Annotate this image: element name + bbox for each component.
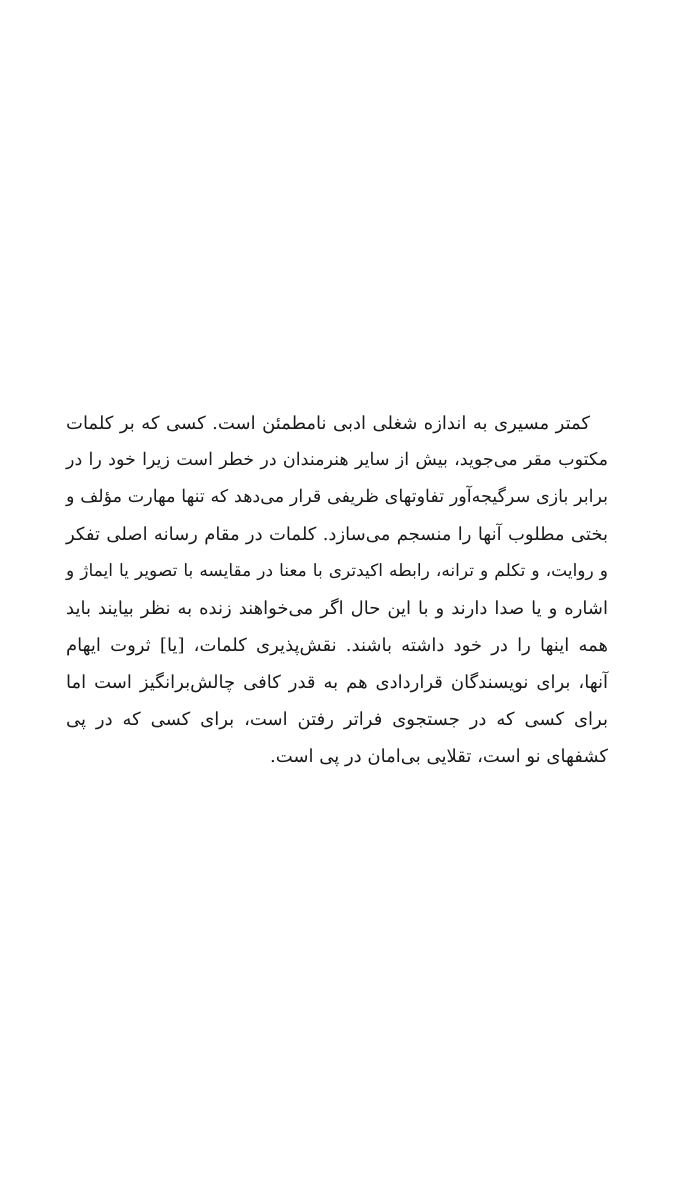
text-line-6: اشاره و یا صدا دارند و با این حال اگر می‌خواهند زنده به نظر بیایند باید [66,598,608,619]
text-line-1: کمتر مسیری به اندازه شغلی ادبی نامطمئن است. کسی که بر کلمات [66,413,590,434]
text-line-2: مکتوب مقر می‌جوید، بیش از سایر هنرمندان در خطر است زیرا خود را در [66,450,608,470]
text-line-4: بختی مطلوب آنها را منسجم می‌سازد. کلمات در مقام رسانه اصلی تفکر [66,524,608,545]
text-line-7: همه اینها را در خود داشته باشند. نقش‌پذیری کلمات، [یا] ثروت ایهام [66,635,608,656]
text-line-3: برابر بازی سرگیجه‌آور تفاوتهای ظریفی قرار می‌دهد که تنها مهارت مؤلف و [66,487,608,507]
text-line-10: کشفهای نو است، تقلایی بی‌امان در پی است. [270,746,608,767]
text-line-9: برای کسی که در جستجوی فراتر رفتن است، برای کسی که در پی [66,709,608,730]
paragraph-text [66,405,608,775]
text-line-5: و روایت، و تکلم و ترانه، رابطه اکیدتری با معنا در مقایسه با تصویر یا ایماژ و [66,561,608,581]
text-line-8: آنها، برای نویسندگان قراردادی هم به قدر کافی چالش‌برانگیز است اما [66,672,608,693]
